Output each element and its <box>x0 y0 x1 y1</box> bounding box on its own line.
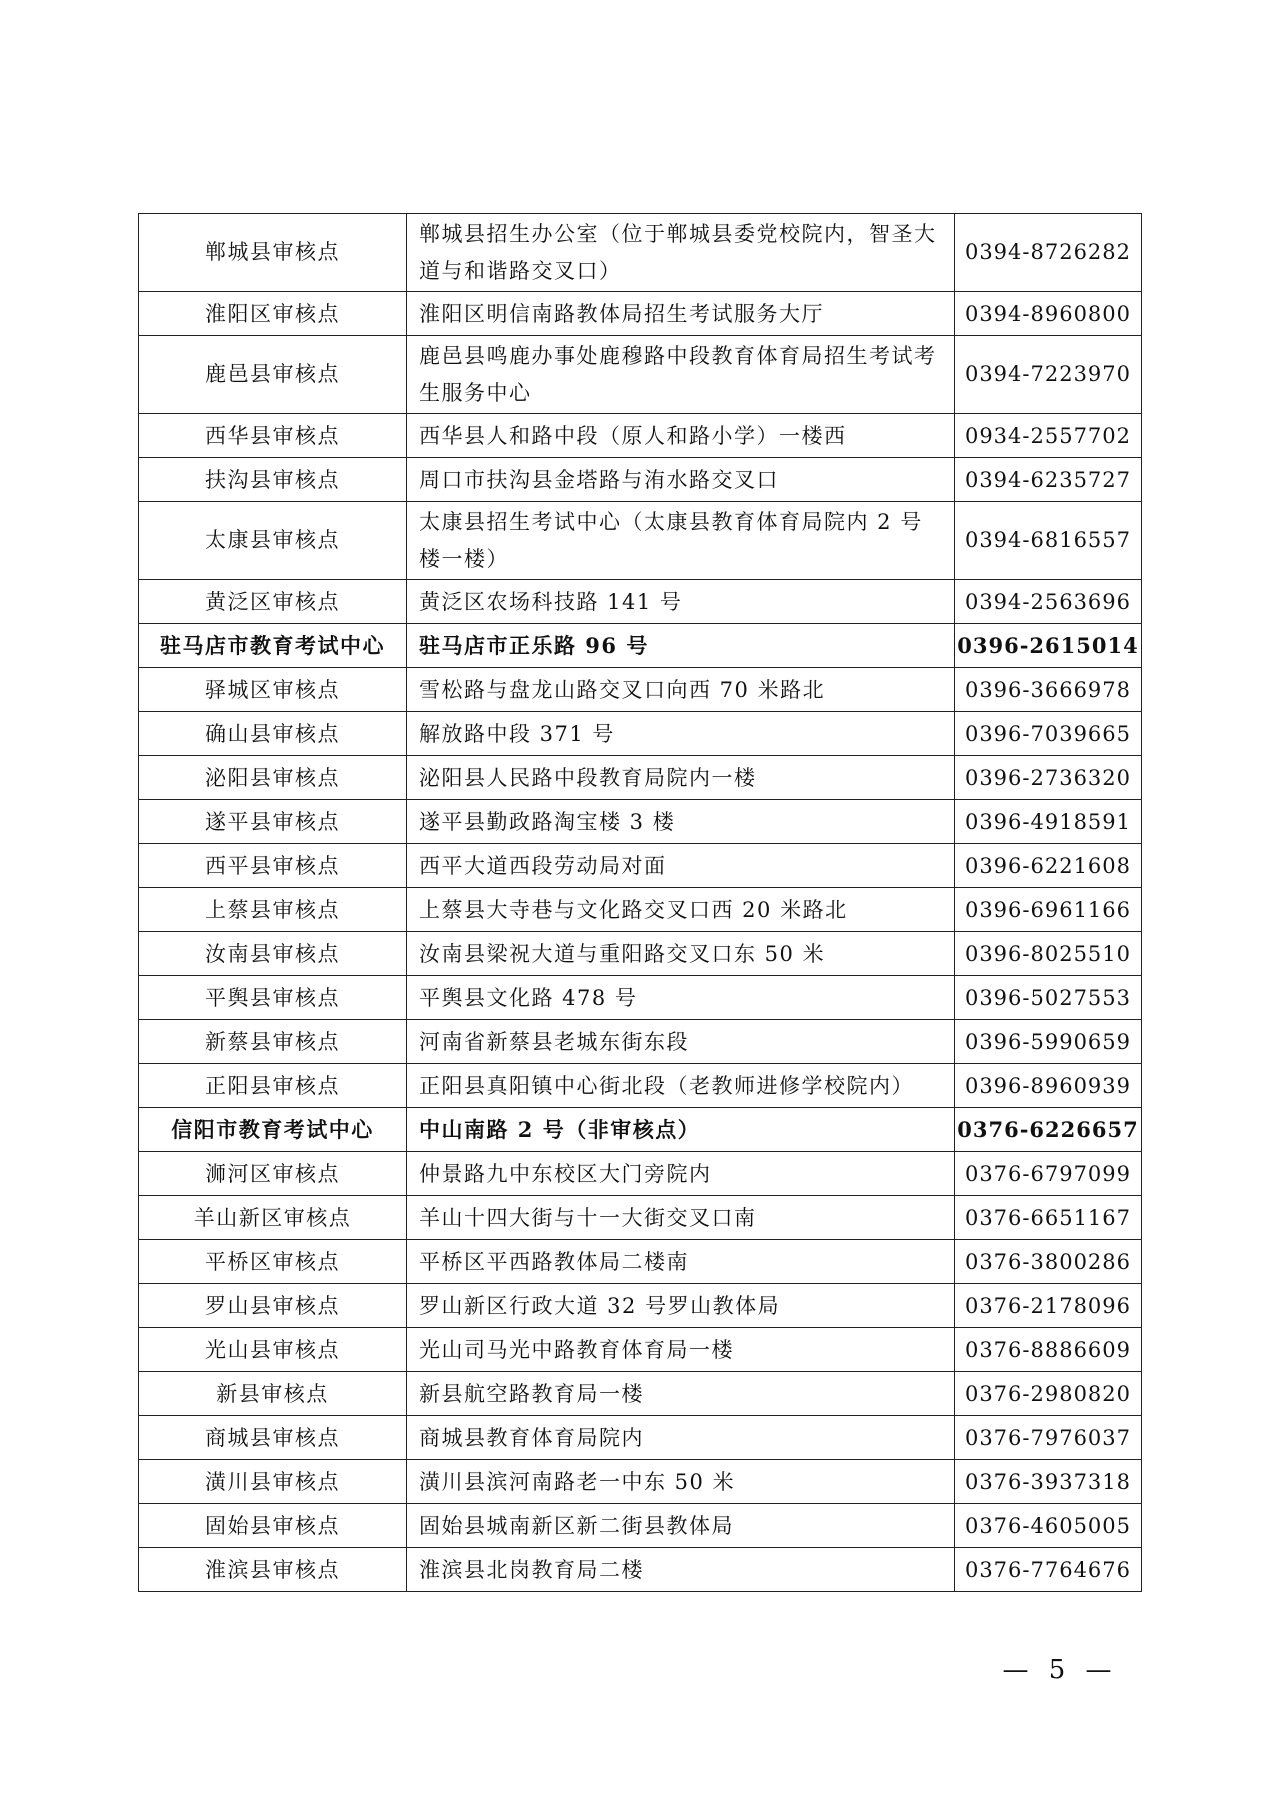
phone-cell: 0396-8960939 <box>955 1064 1142 1108</box>
table-row <box>139 1240 1142 1284</box>
address-cell: 平桥区平西路教体局二楼南 <box>407 1240 955 1284</box>
address-cell: 黄泛区农场科技路 141 号 <box>407 580 955 624</box>
phone-cell: 0396-5027553 <box>955 976 1142 1020</box>
name-cell: 平舆县审核点 <box>139 976 407 1020</box>
table-row <box>139 1328 1142 1372</box>
phone-cell: 0394-6235727 <box>955 458 1142 502</box>
phone-cell: 0376-2980820 <box>955 1372 1142 1416</box>
name-cell: 羊山新区审核点 <box>139 1196 407 1240</box>
phone-cell: 0396-6961166 <box>955 888 1142 932</box>
phone-cell: 0396-4918591 <box>955 800 1142 844</box>
name-cell: 浉河区审核点 <box>139 1152 407 1196</box>
address-cell: 遂平县勤政路淘宝楼 3 楼 <box>407 800 955 844</box>
phone-cell: 0396-5990659 <box>955 1020 1142 1064</box>
phone-cell: 0376-3800286 <box>955 1240 1142 1284</box>
name-cell: 西华县审核点 <box>139 414 407 458</box>
address-cell: 解放路中段 371 号 <box>407 712 955 756</box>
table-row <box>139 1284 1142 1328</box>
name-cell: 淮阳区审核点 <box>139 292 407 336</box>
address-cell: 正阳县真阳镇中心街北段（老教师进修学校院内） <box>407 1064 955 1108</box>
name-cell: 潢川县审核点 <box>139 1460 407 1504</box>
address-cell: 新县航空路教育局一楼 <box>407 1372 955 1416</box>
phone-cell: 0394-7223970 <box>955 336 1142 414</box>
phone-cell: 0394-6816557 <box>955 502 1142 580</box>
name-cell: 新蔡县审核点 <box>139 1020 407 1064</box>
phone-cell: 0396-7039665 <box>955 712 1142 756</box>
table-row <box>139 580 1142 624</box>
table-row <box>139 888 1142 932</box>
name-cell: 新县审核点 <box>139 1372 407 1416</box>
phone-cell: 0394-8960800 <box>955 292 1142 336</box>
address-cell: 郸城县招生办公室（位于郸城县委党校院内，智圣大道与和谐路交叉口） <box>407 214 955 292</box>
address-cell: 平舆县文化路 478 号 <box>407 976 955 1020</box>
table-row <box>139 214 1142 292</box>
table-row <box>139 292 1142 336</box>
table-row <box>139 1152 1142 1196</box>
phone-cell: 0394-8726282 <box>955 214 1142 292</box>
address-cell: 淮阳区明信南路教体局招生考试服务大厅 <box>407 292 955 336</box>
name-cell: 泌阳县审核点 <box>139 756 407 800</box>
name-cell: 遂平县审核点 <box>139 800 407 844</box>
table-row <box>139 1020 1142 1064</box>
name-cell: 驿城区审核点 <box>139 668 407 712</box>
address-cell: 上蔡县大寺巷与文化路交叉口西 20 米路北 <box>407 888 955 932</box>
table-row <box>139 1064 1142 1108</box>
phone-cell: 0376-6797099 <box>955 1152 1142 1196</box>
table-row <box>139 932 1142 976</box>
phone-cell: 0376-6651167 <box>955 1196 1142 1240</box>
address-cell: 罗山新区行政大道 32 号罗山教体局 <box>407 1284 955 1328</box>
name-cell: 驻马店市教育考试中心 <box>139 624 407 668</box>
phone-cell: 0396-3666978 <box>955 668 1142 712</box>
table-row <box>139 1504 1142 1548</box>
phone-cell: 0376-8886609 <box>955 1328 1142 1372</box>
name-cell: 平桥区审核点 <box>139 1240 407 1284</box>
address-cell: 雪松路与盘龙山路交叉口向西 70 米路北 <box>407 668 955 712</box>
table-row <box>139 1372 1142 1416</box>
address-cell: 潢川县滨河南路老一中东 50 米 <box>407 1460 955 1504</box>
name-cell: 黄泛区审核点 <box>139 580 407 624</box>
address-cell: 汝南县梁祝大道与重阳路交叉口东 50 米 <box>407 932 955 976</box>
phone-cell: 0376-7976037 <box>955 1416 1142 1460</box>
table-row <box>139 800 1142 844</box>
table-body <box>139 214 1142 1592</box>
address-cell: 淮滨县北岗教育局二楼 <box>407 1548 955 1592</box>
name-cell: 上蔡县审核点 <box>139 888 407 932</box>
name-cell: 西平县审核点 <box>139 844 407 888</box>
address-cell: 周口市扶沟县金塔路与洧水路交叉口 <box>407 458 955 502</box>
table-row <box>139 502 1142 580</box>
address-cell: 羊山十四大街与十一大街交叉口南 <box>407 1196 955 1240</box>
name-cell: 郸城县审核点 <box>139 214 407 292</box>
table-row <box>139 712 1142 756</box>
phone-cell: 0376-7764676 <box>955 1548 1142 1592</box>
phone-cell: 0934-2557702 <box>955 414 1142 458</box>
name-cell: 正阳县审核点 <box>139 1064 407 1108</box>
table-row <box>139 976 1142 1020</box>
name-cell: 鹿邑县审核点 <box>139 336 407 414</box>
address-cell: 固始县城南新区新二街县教体局 <box>407 1504 955 1548</box>
name-cell: 光山县审核点 <box>139 1328 407 1372</box>
phone-cell: 0376-6226657 <box>955 1108 1142 1152</box>
name-cell: 固始县审核点 <box>139 1504 407 1548</box>
name-cell: 确山县审核点 <box>139 712 407 756</box>
table-row <box>139 1196 1142 1240</box>
table-row-center <box>139 1108 1142 1152</box>
name-cell: 淮滨县审核点 <box>139 1548 407 1592</box>
phone-cell: 0396-6221608 <box>955 844 1142 888</box>
table-row <box>139 668 1142 712</box>
table-row <box>139 1416 1142 1460</box>
name-cell: 汝南县审核点 <box>139 932 407 976</box>
address-cell: 光山司马光中路教育体育局一楼 <box>407 1328 955 1372</box>
address-cell: 西华县人和路中段（原人和路小学）一楼西 <box>407 414 955 458</box>
table-row <box>139 458 1142 502</box>
address-cell: 驻马店市正乐路 96 号 <box>407 624 955 668</box>
phone-cell: 0396-8025510 <box>955 932 1142 976</box>
table-row <box>139 336 1142 414</box>
phone-cell: 0394-2563696 <box>955 580 1142 624</box>
phone-cell: 0396-2736320 <box>955 756 1142 800</box>
name-cell: 信阳市教育考试中心 <box>139 1108 407 1152</box>
address-cell: 商城县教育体育局院内 <box>407 1416 955 1460</box>
table-row <box>139 1548 1142 1592</box>
phone-cell: 0376-3937318 <box>955 1460 1142 1504</box>
table-row <box>139 1460 1142 1504</box>
address-cell: 河南省新蔡县老城东街东段 <box>407 1020 955 1064</box>
phone-cell: 0376-4605005 <box>955 1504 1142 1548</box>
table-row <box>139 844 1142 888</box>
phone-cell: 0396-2615014 <box>955 624 1142 668</box>
address-cell: 仲景路九中东校区大门旁院内 <box>407 1152 955 1196</box>
name-cell: 罗山县审核点 <box>139 1284 407 1328</box>
name-cell: 扶沟县审核点 <box>139 458 407 502</box>
address-cell: 泌阳县人民路中段教育局院内一楼 <box>407 756 955 800</box>
name-cell: 商城县审核点 <box>139 1416 407 1460</box>
phone-cell: 0376-2178096 <box>955 1284 1142 1328</box>
table-row <box>139 756 1142 800</box>
address-cell: 中山南路 2 号（非审核点） <box>407 1108 955 1152</box>
address-cell: 西平大道西段劳动局对面 <box>407 844 955 888</box>
table-row <box>139 414 1142 458</box>
name-cell: 太康县审核点 <box>139 502 407 580</box>
address-cell: 太康县招生考试中心（太康县教育体育局院内 2 号楼一楼） <box>407 502 955 580</box>
page-number: — 5 — <box>1002 1655 1118 1685</box>
address-cell: 鹿邑县鸣鹿办事处鹿穆路中段教育体育局招生考试考生服务中心 <box>407 336 955 414</box>
table-row-center <box>139 624 1142 668</box>
review-points-table <box>138 213 1142 1592</box>
